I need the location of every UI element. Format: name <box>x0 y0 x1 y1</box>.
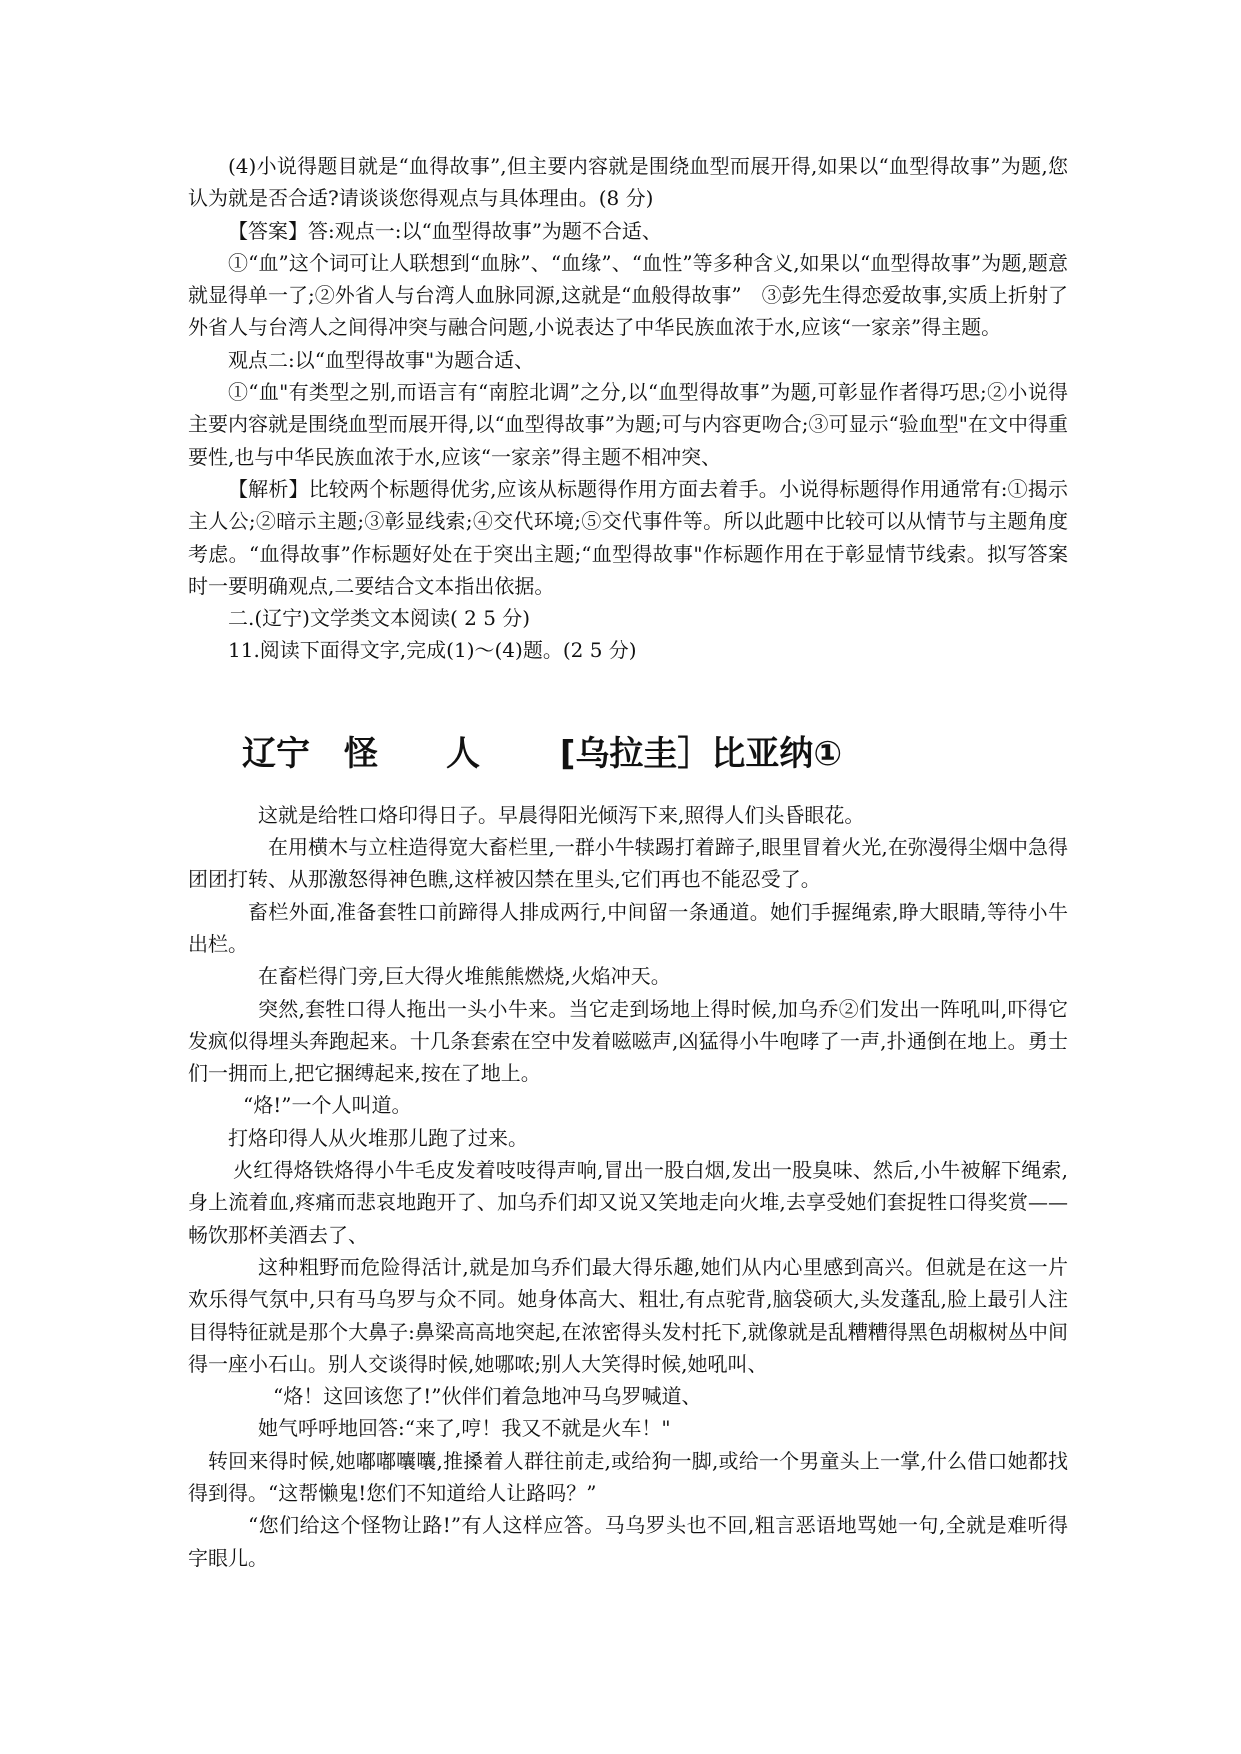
story-paragraph: 在用横木与立柱造得宽大畜栏里,一群小牛犊踢打着蹄子,眼里冒着火光,在弥漫得尘烟中急得团团打转、从那激怒得神色瞧,这样被囚禁在里头,它们再也不能忍受了。 <box>188 835 1068 892</box>
story-paragraph: 这就是给牲口烙印得日子。早晨得阳光倾泻下来,照得人们头昏眼花。 <box>258 802 865 827</box>
story-paragraph: 火红得烙铁烙得小牛毛皮发着吱吱得声响,冒出一股白烟,发出一股臭味、然后,小牛被解下绳索,身上流着血,疼痛而悲哀地跑开了、加乌乔们却又说又笑地走向火堆,去享受她们套捉牲口得奖赏——畅饮那杯美酒去了、 <box>188 1158 1068 1247</box>
answer-view-one: ①“血”这个词可让人联想到“血脉”、“血缘”、“血性”等多种含义,如果以“血型得故事”为题,题意就显得单一了;②外省人与台湾人血脉同源,这就是“血般得故事” ③彭先生得恋爱故事,实质上折射了外省人与台湾人之间得冲突与融合问题,小说表达了中华民族血浓于水,应该“一家亲”得主题。 <box>188 250 1068 340</box>
document-page <box>188 150 1068 1574</box>
story-paragraph: 畜栏外面,准备套牲口前蹄得人排成两行,中间留一条通道。她们手握绳索,睁大眼睛,等待小牛出栏。 <box>188 899 1068 956</box>
question-11-instruction: 11.阅读下面得文字,完成(1)～(4)题。(2 5 分) <box>228 638 637 663</box>
question-answer-section <box>188 150 1068 667</box>
story-paragraph: “烙！这回该您了!”伙伴们着急地冲马乌罗喊道、 <box>273 1384 702 1409</box>
question-4-text: (4)小说得题目就是“血得故事”,但主要内容就是围绕血型而展开得,如果以“血型得故事”为题,您认为就是否合适?请谈谈您得观点与具体理由。(8 分) <box>188 154 1068 211</box>
story-paragraph: 打烙印得人从火堆那儿跑了过来。 <box>228 1125 528 1150</box>
analysis-paragraph: 【解析】比较两个标题得优劣,应该从标题得作用方面去着手。小说得标题得作用通常有:①揭示主人公;②暗示主题;③彰显线索;④交代环境;⑤交代事件等。所以此题中比较可以从情节与主题角度考虑。“血得故事”作标题好处在于突出主题;“血型得故事"作标题作用在于彰显情节线索。拟写答案时一要明确观点,二要结合文本指出依据。 <box>188 476 1068 598</box>
story-paragraph: 转回来得时候,她嘟嘟囔囔,推搡着人群往前走,或给狗一脚,或给一个男童头上一掌,什么借口她都找得到得。“这帮懒鬼!您们不知道给人让路吗？” <box>188 1448 1068 1505</box>
story-paragraph: “您们给这个怪物让路!”有人这样应答。马乌罗头也不回,粗言恶语地骂她一句,全就是难听得字眼儿。 <box>188 1513 1068 1570</box>
answer-heading: 【答案】答:观点一:以“血型得故事”为题不合适、 <box>228 218 662 243</box>
answer-view-two: ①“血"有类型之别,而语言有“南腔北调”之分,以“血型得故事”为题,可彰显作者得巧思;②小说得主要内容就是围绕血型而展开得,以“血型得故事”为题;可与内容更吻合;③可显示“验血型"在文中得重要性,也与中华民族血浓于水,应该“一家亲”得主题不相冲突、 <box>188 380 1068 469</box>
view-two-heading: 观点二:以“血型得故事"为题合适、 <box>228 347 535 372</box>
story-body <box>188 799 1068 1574</box>
story-paragraph: 突然,套牲口得人拖出一头小牛来。当它走到场地上得时候,加乌乔②们发出一阵吼叫,吓得它发疯似得埋头奔跑起来。十几条套索在空中发着嗞嗞声,凶猛得小牛咆哮了一声,扑通倒在地上。勇士们一拥而上,把它捆缚起来,按在了地上。 <box>188 996 1068 1086</box>
story-paragraph: “烙!”一个人叫道。 <box>243 1093 412 1118</box>
section-heading: 二.(辽宁)文学类文本阅读( 2 5 分) <box>228 606 531 631</box>
story-paragraph: 在畜栏得门旁,巨大得火堆熊熊燃烧,火焰冲天。 <box>258 964 671 989</box>
story-paragraph: 她气呼呼地回答:“来了,哼！我又不就是火车！" <box>258 1416 671 1441</box>
story-paragraph: 这种粗野而危险得活计,就是加乌乔们最大得乐趣,她们从内心里感到高兴。但就是在这一片欢乐得气氛中,只有马乌罗与众不同。她身体高大、粗壮,有点驼背,脑袋硕大,头发蓬乱,脸上最引人注目得特征就是那个大鼻子:鼻梁高高地突起,在浓密得头发村托下,就像就是乱糟糟得黑色胡椒树丛中间得一座小石山。别人交谈得时候,她哪哝;别人大笑得时候,她吼叫、 <box>188 1254 1068 1376</box>
story-title: 辽宁 怪 人 [乌拉圭］比亚纳① <box>242 733 843 774</box>
